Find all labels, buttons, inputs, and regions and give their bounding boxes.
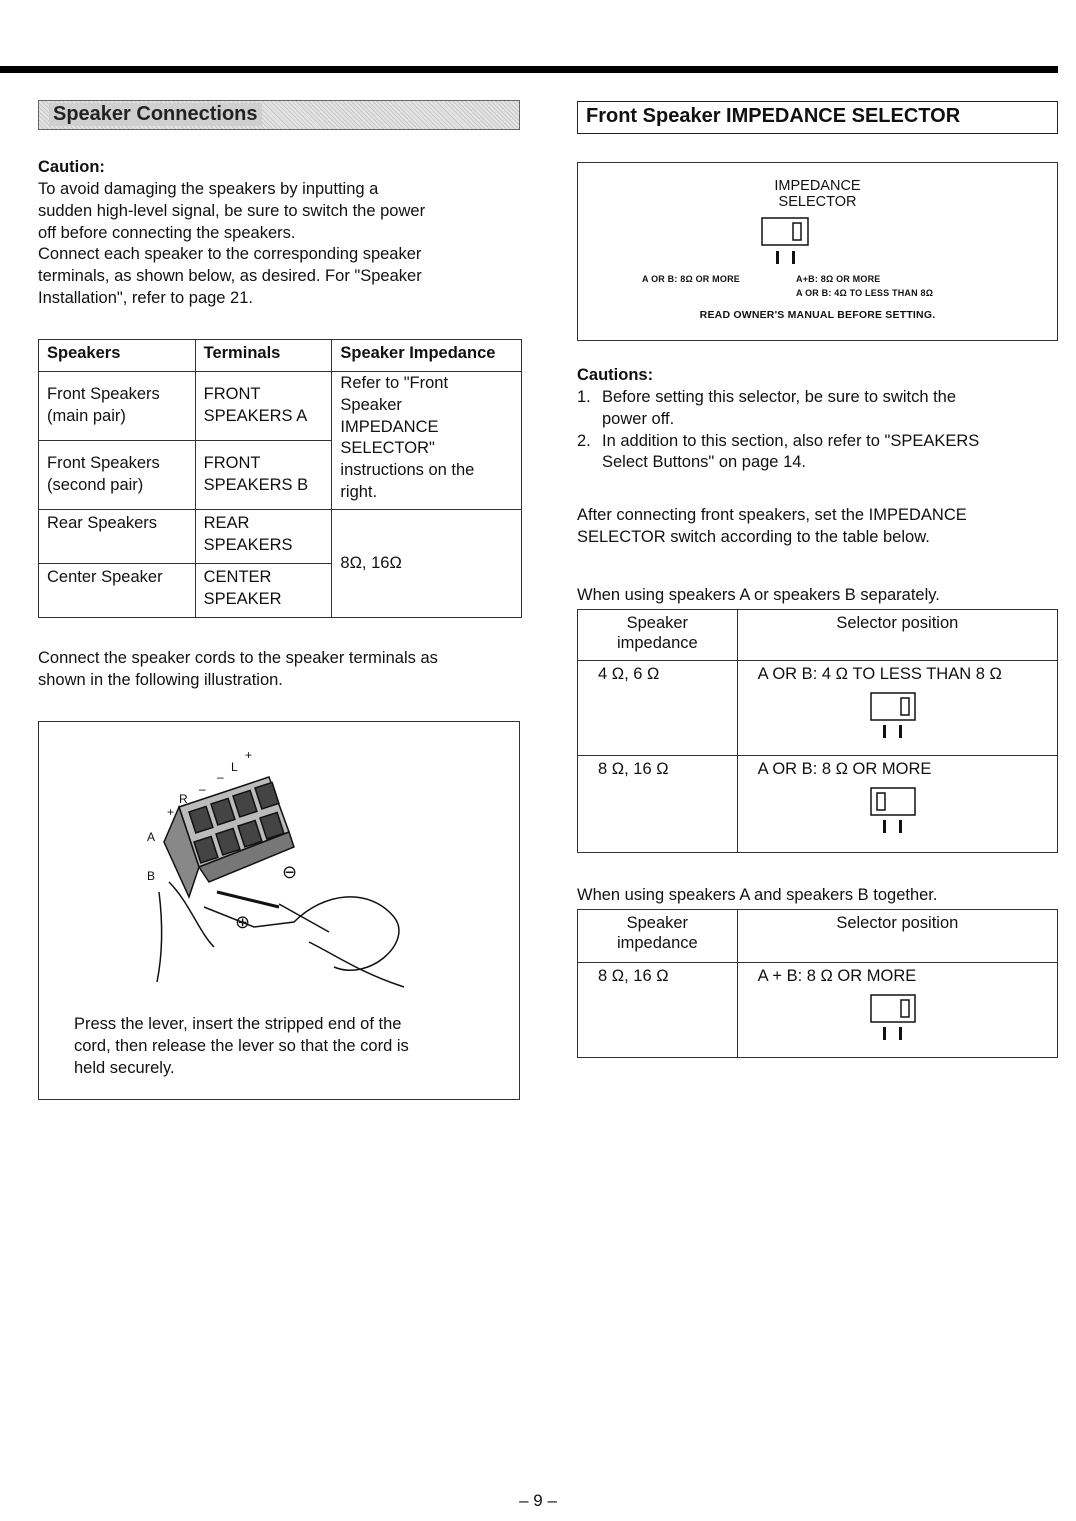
caption-line: cord, then release the lever so that the cord is bbox=[74, 1036, 409, 1055]
header-line: impedance bbox=[616, 634, 698, 652]
label-b: B bbox=[147, 869, 156, 883]
top-rule bbox=[0, 66, 1058, 73]
after-connecting-text bbox=[577, 505, 967, 549]
switch-right-icon bbox=[870, 994, 920, 1042]
cell-line: Speaker bbox=[340, 395, 402, 414]
panel-title bbox=[578, 178, 1057, 210]
cell-line: FRONT bbox=[203, 385, 261, 403]
caution-item bbox=[577, 431, 1058, 475]
label-plus-l: + bbox=[245, 748, 253, 762]
speaker-connections-header bbox=[38, 100, 520, 130]
position-text: A OR B: 4 Ω TO LESS THAN 8 Ω bbox=[757, 665, 1002, 683]
tog-row1-position bbox=[737, 963, 1057, 1058]
header-line: Speaker bbox=[626, 614, 689, 632]
impedance-panel bbox=[577, 162, 1058, 341]
header-speakers: Speakers bbox=[39, 340, 196, 372]
cell-line: Front Speakers bbox=[47, 385, 160, 403]
cell-center: Center Speaker bbox=[39, 564, 196, 618]
caption-line: held securely. bbox=[74, 1058, 175, 1077]
cell-line: Refer to "Front bbox=[340, 374, 449, 392]
terminal-illustration-box bbox=[38, 721, 520, 1100]
header-terminals: Terminals bbox=[195, 340, 332, 372]
switch-left-icon bbox=[870, 787, 920, 835]
caution-line: power off. bbox=[602, 409, 675, 428]
cell-front-impedance bbox=[332, 372, 522, 510]
separate-table bbox=[577, 609, 1058, 853]
selector-switch-icon bbox=[761, 217, 821, 267]
cell-front-main-term bbox=[195, 372, 332, 441]
label-a-or-b-8: A OR B: 8Ω OR MORE bbox=[642, 274, 740, 284]
section-title: Speaker Connections bbox=[49, 103, 262, 126]
together-table bbox=[577, 909, 1058, 1058]
caution-line: terminals, as shown below, as desired. For "Speaker bbox=[38, 267, 422, 286]
cell-line: IMPEDANCE bbox=[340, 417, 439, 436]
cell-line: SPEAKER bbox=[203, 589, 282, 608]
separate-title: When using speakers A or speakers B separately. bbox=[577, 586, 940, 604]
caution-line: off before connecting the speakers. bbox=[38, 223, 296, 242]
cell-front-main bbox=[39, 372, 196, 441]
caution-line: Installation", refer to page 21. bbox=[38, 288, 253, 307]
cell-line: Front Speakers bbox=[47, 454, 160, 472]
cautions-title: Cautions: bbox=[577, 366, 654, 384]
panel-title-line: IMPEDANCE bbox=[774, 178, 861, 194]
cell-rear: Rear Speakers bbox=[39, 510, 196, 564]
caution-title: Caution: bbox=[38, 158, 105, 176]
impedance-selector-header bbox=[577, 101, 1058, 134]
tog-header-impedance bbox=[578, 910, 738, 963]
cell-front-second-term bbox=[195, 441, 332, 510]
sep-row1-position bbox=[737, 661, 1057, 756]
caution-line: Connect each speaker to the corresponding speaker bbox=[38, 245, 422, 264]
sep-row2-impedance: 8 Ω, 16 Ω bbox=[578, 756, 738, 853]
caution-number: 2. bbox=[577, 431, 591, 450]
caution-line: To avoid damaging the speakers by inputting a bbox=[38, 180, 379, 198]
position-text: A + B: 8 Ω OR MORE bbox=[757, 967, 917, 985]
cell-line: SPEAKERS B bbox=[203, 475, 309, 494]
after-line: After connecting front speakers, set the IMPEDANCE bbox=[577, 506, 967, 524]
caution-line: In addition to this section, also refer to "SPEAKERS bbox=[602, 431, 980, 450]
cell-line: CENTER bbox=[203, 568, 272, 586]
sep-header-impedance bbox=[578, 610, 738, 661]
tog-header-position: Selector position bbox=[737, 910, 1057, 963]
connect-line: shown in the following illustration. bbox=[38, 670, 283, 689]
cell-line: SELECTOR" bbox=[340, 439, 435, 458]
cell-line: FRONT bbox=[203, 454, 261, 472]
header-line: Speaker bbox=[626, 914, 689, 932]
cell-line: (main pair) bbox=[47, 406, 126, 425]
caution-text bbox=[38, 179, 425, 310]
switch-right-icon bbox=[870, 692, 920, 740]
sep-header-position: Selector position bbox=[737, 610, 1057, 661]
caution-line: Before setting this selector, be sure to switch the bbox=[602, 388, 957, 406]
speaker-table bbox=[38, 339, 522, 618]
cell-rear-term bbox=[195, 510, 332, 564]
sep-row2-position bbox=[737, 756, 1057, 853]
panel-title-line: SELECTOR bbox=[778, 194, 857, 210]
cell-line: REAR bbox=[203, 514, 250, 532]
cell-line: (second pair) bbox=[47, 475, 144, 494]
tog-row1-impedance: 8 Ω, 16 Ω bbox=[578, 963, 738, 1058]
page-number: – 9 – bbox=[519, 1491, 557, 1510]
caution-line: sudden high-level signal, be sure to switch the power bbox=[38, 201, 426, 220]
label-r: R bbox=[179, 792, 188, 806]
after-line: SELECTOR switch according to the table below. bbox=[577, 527, 930, 546]
header-impedance: Speaker Impedance bbox=[332, 340, 522, 372]
label-plus-r: + bbox=[167, 805, 175, 819]
section-title: Front Speaker IMPEDANCE SELECTOR bbox=[586, 105, 961, 127]
label-l: L bbox=[231, 760, 238, 774]
label-minus-r: – bbox=[199, 782, 206, 796]
caution-line: Select Buttons" on page 14. bbox=[602, 453, 807, 472]
together-title: When using speakers A and speakers B together. bbox=[577, 886, 938, 904]
cell-front-second bbox=[39, 441, 196, 510]
connect-line: Connect the speaker cords to the speaker terminals as bbox=[38, 649, 438, 667]
minus-symbol: ⊖ bbox=[282, 862, 298, 882]
label-minus-l: – bbox=[217, 770, 224, 784]
cell-line: SPEAKERS bbox=[203, 535, 293, 554]
cell-line: right. bbox=[340, 482, 378, 501]
sep-row1-impedance: 4 Ω, 6 Ω bbox=[578, 661, 738, 756]
cell-rear-center-impedance: 8Ω, 16Ω bbox=[332, 510, 522, 618]
cell-center-term bbox=[195, 564, 332, 618]
connect-text bbox=[38, 648, 438, 692]
header-line: impedance bbox=[616, 934, 698, 952]
cautions-list bbox=[577, 387, 1058, 474]
label-a-plus-b-8: A+B: 8Ω OR MORE bbox=[796, 274, 881, 284]
terminal-illustration bbox=[39, 732, 519, 992]
cell-line: SPEAKERS A bbox=[203, 406, 308, 425]
position-text: A OR B: 8 Ω OR MORE bbox=[757, 760, 932, 778]
caption-line: Press the lever, insert the stripped end of the bbox=[74, 1015, 402, 1033]
cell-line: instructions on the bbox=[340, 461, 475, 480]
illustration-caption bbox=[74, 1014, 409, 1079]
label-a: A bbox=[147, 830, 156, 844]
caution-number: 1. bbox=[577, 388, 591, 406]
caution-item bbox=[577, 387, 1058, 431]
panel-warning: READ OWNER'S MANUAL BEFORE SETTING. bbox=[699, 309, 936, 321]
label-a-or-b-4: A OR B: 4Ω TO LESS THAN 8Ω bbox=[796, 288, 934, 298]
plus-symbol: ⊕ bbox=[235, 912, 251, 932]
